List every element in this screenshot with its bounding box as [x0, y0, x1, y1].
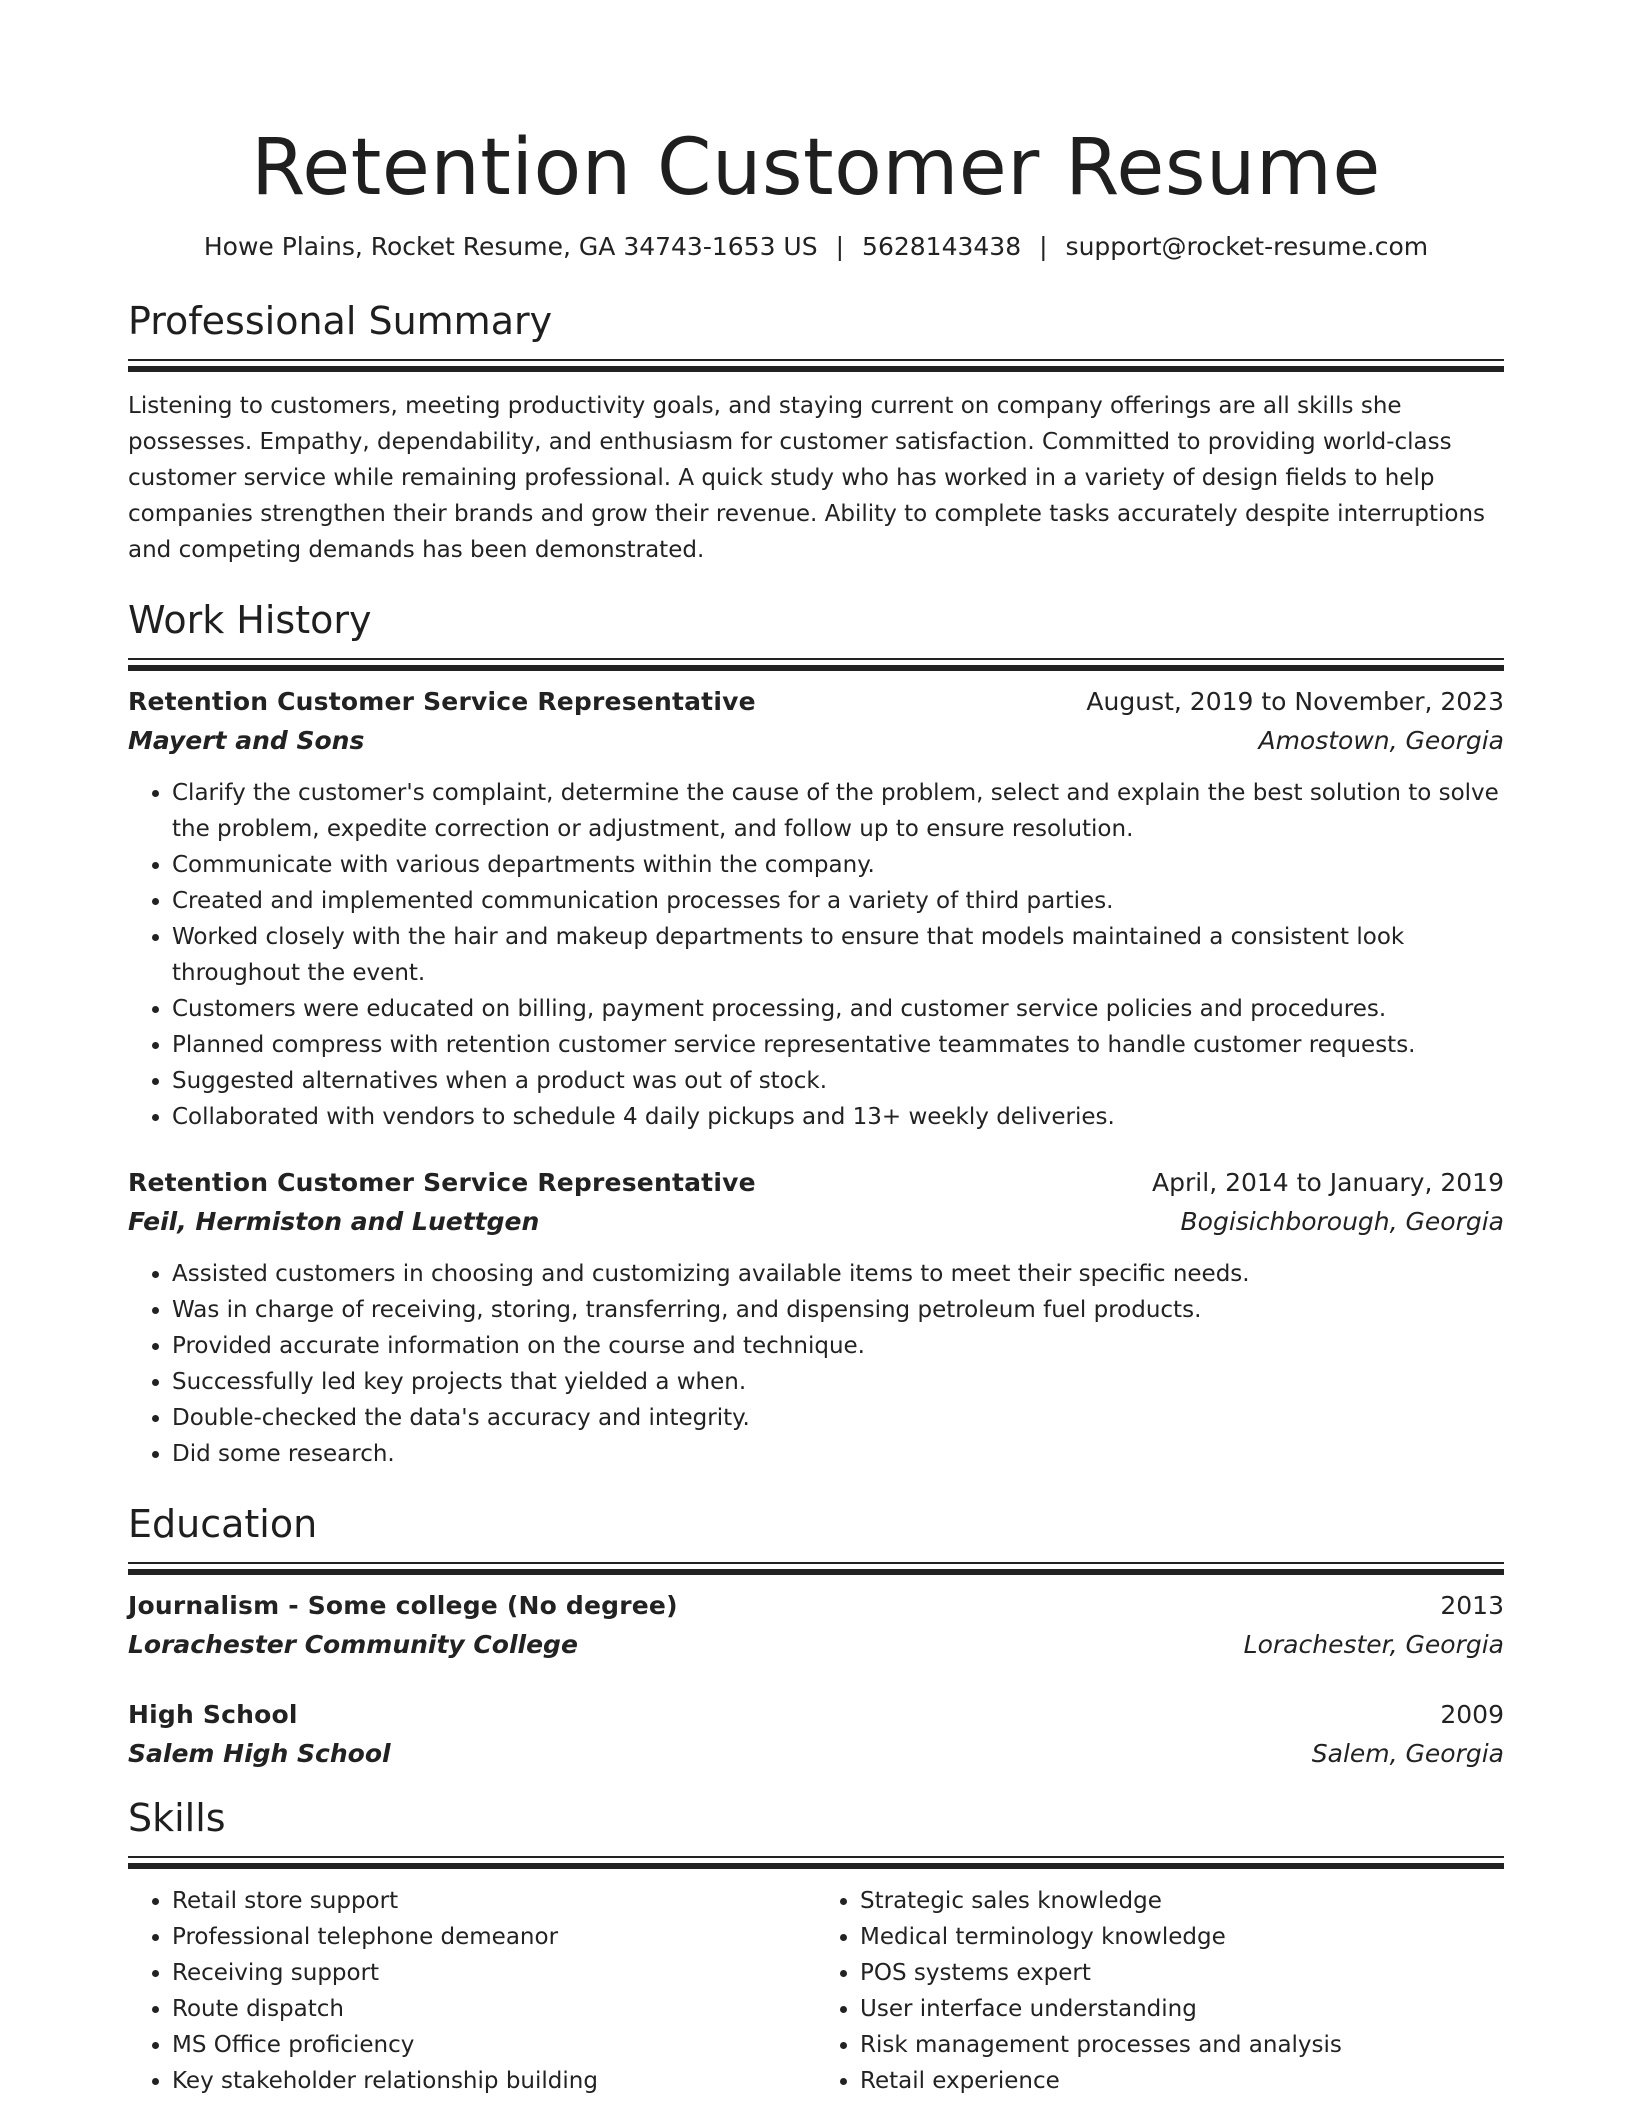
job-entry — [128, 683, 1504, 1135]
contact-separator: | — [1039, 232, 1048, 261]
list-item: • User interface understanding — [860, 1991, 1504, 2027]
list-item: • Was in charge of receiving, storing, transferring, and dispensing petroleum fuel products. — [172, 1292, 1504, 1328]
list-item: • Receiving support — [172, 1955, 816, 1991]
skills-columns — [128, 1883, 1504, 2099]
list-item: • Worked closely with the hair and makeup departments to ensure that models maintained a consistent look throughout the event. — [172, 919, 1504, 991]
list-item: • Customers were educated on billing, payment processing, and customer service policies and procedures. — [172, 991, 1504, 1027]
job-bullets — [128, 775, 1504, 1135]
resume-name: Retention Customer Resume — [251, 123, 1381, 213]
list-item: • Risk management processes and analysis — [860, 2027, 1504, 2063]
section-rule-thick — [128, 1863, 1504, 1869]
education-header-row — [128, 1696, 1504, 1734]
education-location: Salem, Georgia — [1311, 1739, 1504, 1768]
education-degree: Journalism - Some college (No degree) — [128, 1591, 678, 1620]
contact-email: support@rocket-resume.com — [1065, 232, 1429, 261]
contact-address: Howe Plains, Rocket Resume, GA 34743-1653 US — [203, 232, 818, 261]
job-location: Bogisichborough, Georgia — [1180, 1207, 1504, 1236]
education-degree: High School — [128, 1700, 298, 1729]
list-item: • Collaborated with vendors to schedule 4 daily pickups and 13+ weekly deliveries. — [172, 1099, 1504, 1135]
list-item: • Did some research. — [172, 1436, 1504, 1472]
list-item: • Route dispatch — [172, 1991, 816, 2027]
section-rule — [128, 359, 1504, 361]
skills-section — [128, 1794, 1504, 2099]
job-header-row — [128, 683, 1504, 721]
list-item: • MS Office proficiency — [172, 2027, 816, 2063]
contact-line — [128, 230, 1504, 264]
job-header-row — [128, 1164, 1504, 1202]
section-rule-thick — [128, 665, 1504, 671]
section-title-work: Work History — [128, 598, 372, 642]
education-header-row — [128, 1587, 1504, 1625]
skills-list-left — [128, 1883, 816, 2099]
job-org-row — [128, 1202, 1504, 1242]
education-entry — [128, 1587, 1504, 1665]
section-title-summary: Professional Summary — [128, 299, 553, 343]
list-item: • Double-checked the data's accuracy and integrity. — [172, 1400, 1504, 1436]
list-item: • Provided accurate information on the course and technique. — [172, 1328, 1504, 1364]
list-item: • Medical terminology knowledge — [860, 1919, 1504, 1955]
education-section — [128, 1500, 1504, 1774]
list-item: • Assisted customers in choosing and customizing available items to meet their specific needs. — [172, 1256, 1504, 1292]
section-rule — [128, 658, 1504, 660]
job-company: Feil, Hermiston and Luettgen — [128, 1207, 540, 1236]
job-dates: April, 2014 to January, 2019 — [1152, 1168, 1504, 1197]
list-item: • Created and implemented communication processes for a variety of third parties. — [172, 883, 1504, 919]
section-rule-thick — [128, 366, 1504, 372]
section-rule — [128, 1562, 1504, 1564]
list-item: • Successfully led key projects that yielded a when. — [172, 1364, 1504, 1400]
contact-phone: 5628143438 — [862, 232, 1022, 261]
list-item: • Clarify the customer's complaint, determine the cause of the problem, select and explain the best solution to solve the problem, expedite correction or adjustment, and follow up to ensure resolution. — [172, 775, 1504, 847]
job-title: Retention Customer Service Representative — [128, 1168, 756, 1197]
job-company: Mayert and Sons — [128, 726, 365, 755]
education-school: Lorachester Community College — [128, 1630, 578, 1659]
education-year: 2009 — [1440, 1700, 1504, 1729]
summary-text: Listening to customers, meeting productivity goals, and staying current on company offerings are all skills she possesses. Empathy, dependability, and enthusiasm for customer satisfaction. Committed to providing world-class customer service while remaining professional. A quick study who has worked in a variety of design fields to help companies strengthen their brands and grow their revenue. Ability to complete tasks accurately despite interruptions and competing demands has been demonstrated. — [128, 393, 1486, 563]
education-school: Salem High School — [128, 1739, 391, 1768]
section-title-skills: Skills — [128, 1796, 226, 1840]
skills-list-right — [816, 1883, 1504, 2099]
education-location: Lorachester, Georgia — [1243, 1630, 1504, 1659]
list-item: • Communicate with various departments within the company. — [172, 847, 1504, 883]
job-entry — [128, 1164, 1504, 1472]
list-item: • Key stakeholder relationship building — [172, 2063, 816, 2099]
list-item: • Retail store support — [172, 1883, 816, 1919]
section-rule — [128, 1856, 1504, 1858]
resume-page — [128, 0, 1504, 2099]
education-entry — [128, 1696, 1504, 1774]
education-school-row — [128, 1625, 1504, 1665]
contact-separator: | — [835, 232, 845, 261]
list-item: • Suggested alternatives when a product was out of stock. — [172, 1063, 1504, 1099]
education-school-row — [128, 1734, 1504, 1774]
job-org-row — [128, 721, 1504, 761]
job-location: Amostown, Georgia — [1258, 726, 1504, 755]
job-bullets — [128, 1256, 1504, 1472]
list-item: • POS systems expert — [860, 1955, 1504, 1991]
list-item: • Planned compress with retention customer service representative teammates to handle customer requests. — [172, 1027, 1504, 1063]
list-item: • Retail experience — [860, 2063, 1504, 2099]
work-section — [128, 596, 1504, 1472]
summary-section — [128, 297, 1504, 568]
section-rule-thick — [128, 1569, 1504, 1575]
job-dates: August, 2019 to November, 2023 — [1086, 687, 1504, 716]
list-item: • Professional telephone demeanor — [172, 1919, 816, 1955]
section-title-education: Education — [128, 1502, 318, 1546]
list-item: • Strategic sales knowledge — [860, 1883, 1504, 1919]
job-title: Retention Customer Service Representative — [128, 687, 756, 716]
education-year: 2013 — [1440, 1591, 1504, 1620]
